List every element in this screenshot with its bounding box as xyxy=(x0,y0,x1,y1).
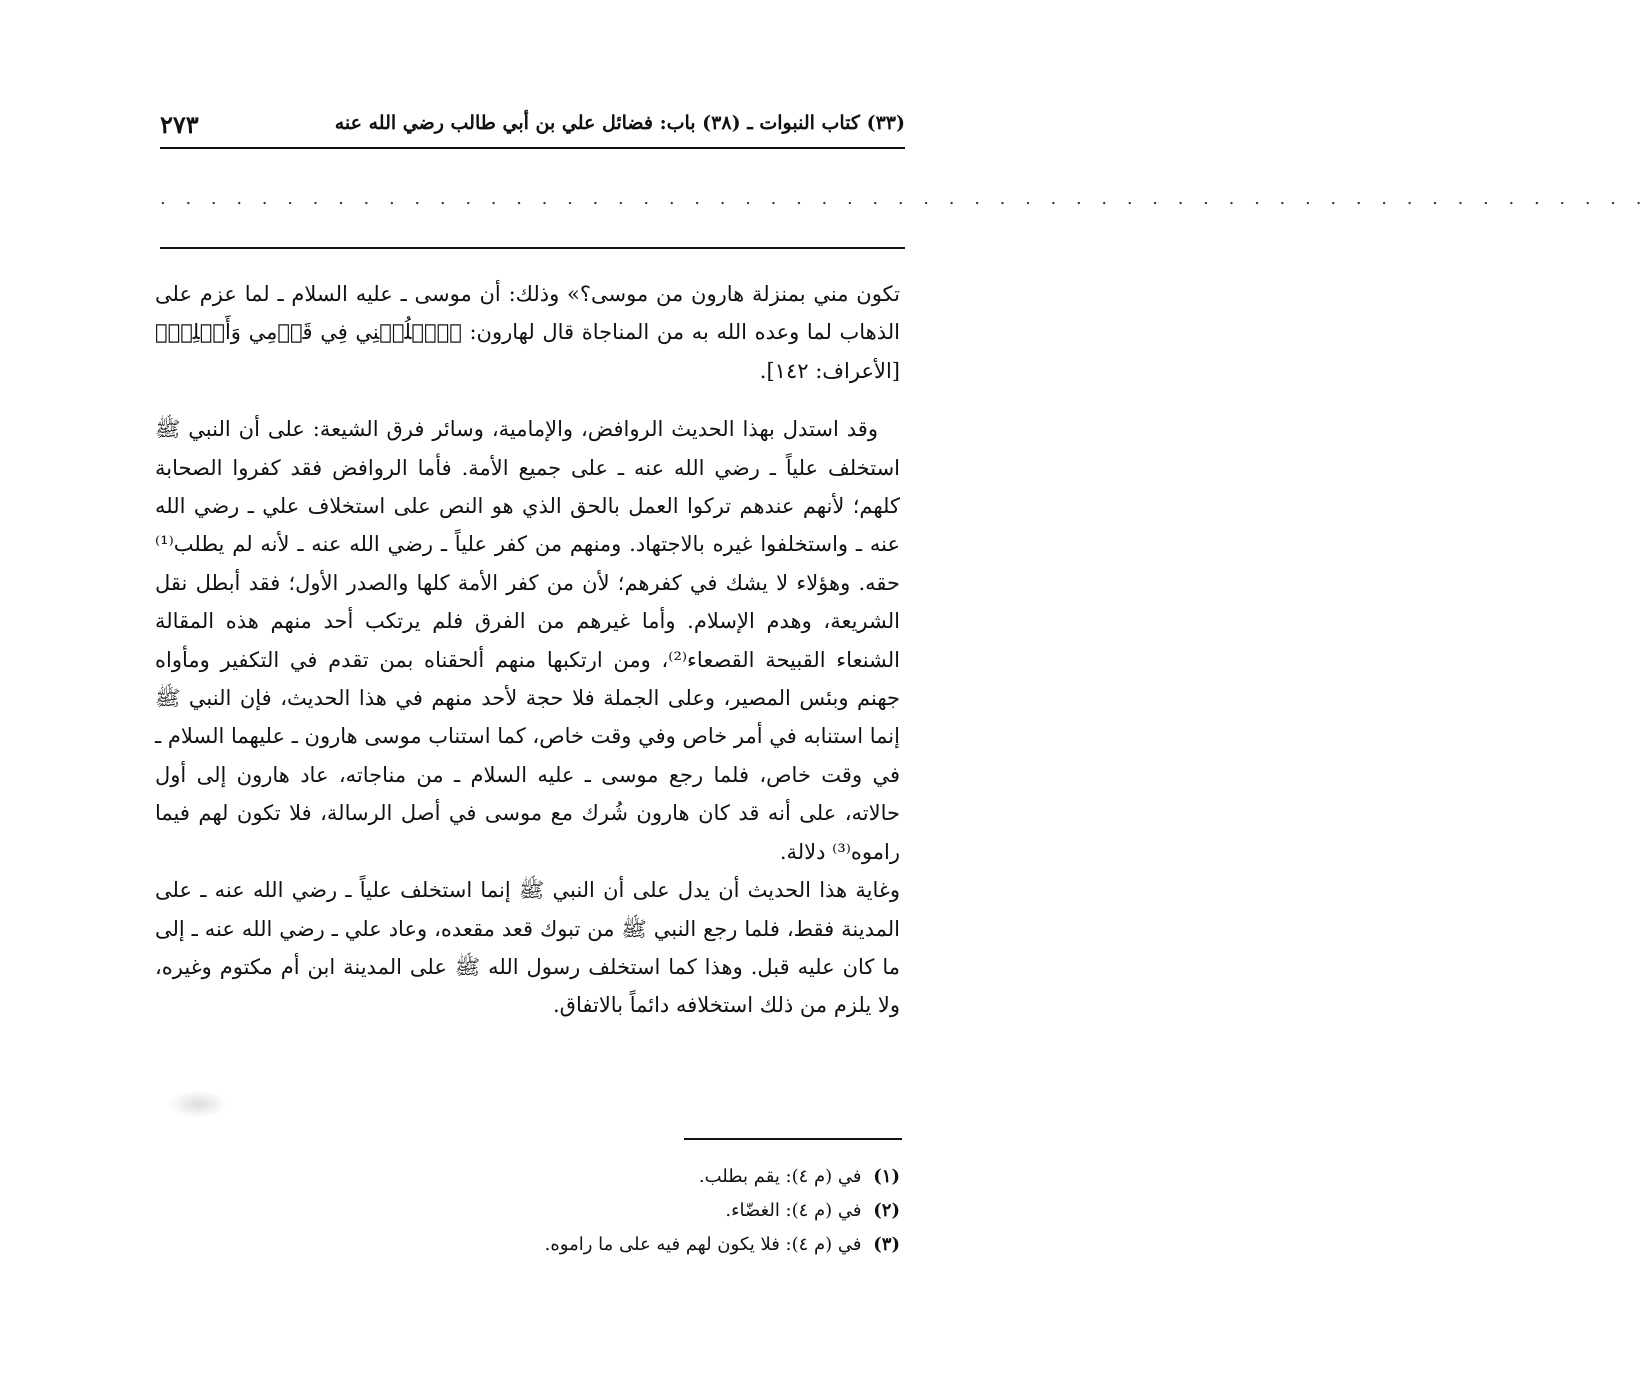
scan-smudge xyxy=(168,1090,228,1118)
footnote-1 xyxy=(160,1160,900,1194)
footnote-number: (٣) xyxy=(873,1234,900,1255)
paragraph-1: تكون مني بمنزلة هارون من موسى؟» وذلك: أن موسى ـ عليه السلام ـ لما عزم على الذهاب لما وعده الله به من المناجاة قال لهارون: ﴿ٱخۡلُفۡنِي فِي قَوۡمِي وَأَصۡلِحۡ﴾ [الأعراف: ١٤٢]. xyxy=(155,282,900,383)
section-rule xyxy=(160,247,905,249)
footnote-text: في (م ٤): فلا يكون لهم فيه على ما راموه. xyxy=(544,1234,862,1255)
footnote-text: في (م ٤): الغضّاء. xyxy=(725,1200,862,1221)
footnote-rule xyxy=(684,1138,902,1140)
paragraph-2: وقد استدل بهذا الحديث الروافض، والإمامية، وسائر فرق الشيعة: على أن النبي ﷺ استخلف علياً ـ رضي الله عنه ـ على جميع الأمة. فأما الروافض فقد كفروا الصحابة كلهم؛ لأنهم عندهم تركوا العمل بالحق الذي هو النص على استخلاف علي ـ رضي الله عنه ـ واستخلفوا غيره بالاجتهاد. ومنهم من كفر علياً ـ رضي الله عنه ـ لأنه لم يطلب⁽¹⁾ حقه. وهؤلاء لا يشك في كفرهم؛ لأن من كفر الأمة كلها والصدر الأول؛ فقد أبطل نقل الشريعة، وهدم الإسلام. وأما غيرهم من الفرق فلم يرتكب أحد منهم هذه المقالة الشنعاء القبيحة القصعاء⁽²⁾، ومن ارتكبها منهم ألحقناه بمن تقدم في التكفير ومأواه جهنم وبئس المصير، وعلى الجملة فلا حجة لأحد منهم في هذا الحديث، فإن النبي ﷺ إنما استنابه في أمر خاص وفي وقت خاص، كما استناب موسى هارون ـ عليهما السلام ـ في وقت خاص، فلما رجع موسى ـ عليه السلام ـ من مناجاته، عاد هارون إلى أول حالاته، على أنه قد كان هارون شُرك مع موسى في أصل الرسالة، فلا تكون لهم فيما راموه⁽³⁾ دلالة. xyxy=(155,417,901,864)
page-number: ٢٧٣ xyxy=(160,110,199,139)
footnote-2 xyxy=(160,1194,900,1228)
footnote-number: (٢) xyxy=(873,1200,900,1221)
footnote-3 xyxy=(160,1228,900,1262)
footnotes xyxy=(160,1160,900,1262)
paragraph-3: وغاية هذا الحديث أن يدل على أن النبي ﷺ إنما استخلف علياً ـ رضي الله عنه ـ على المدينة فقط، فلما رجع النبي ﷺ من تبوك قعد مقعده، وعاد علي ـ رضي الله عنه ـ إلى ما كان عليه قبل. وهذا كما استخلف رسول الله ﷺ على المدينة ابن أم مكتوم وغيره، ولا يلزم من ذلك استخلافه دائماً بالاتفاق. xyxy=(155,878,900,1018)
main-text xyxy=(155,275,900,1025)
page-header xyxy=(160,112,905,144)
omission-dots: . . . . . . . . . . . . . . . . . . . . . . . . . . . . . . . . . . . . . . . . . . . . . . . . . . . . . . . . . . . xyxy=(160,188,1648,209)
footnote-text: في (م ٤): يقم بطلب. xyxy=(698,1166,862,1187)
header-rule xyxy=(160,147,905,149)
running-title: (٣٣) كتاب النبوات ـ (٣٨) باب: فضائل علي بن أبي طالب رضي الله عنه xyxy=(334,112,905,134)
footnote-number: (١) xyxy=(873,1166,900,1187)
